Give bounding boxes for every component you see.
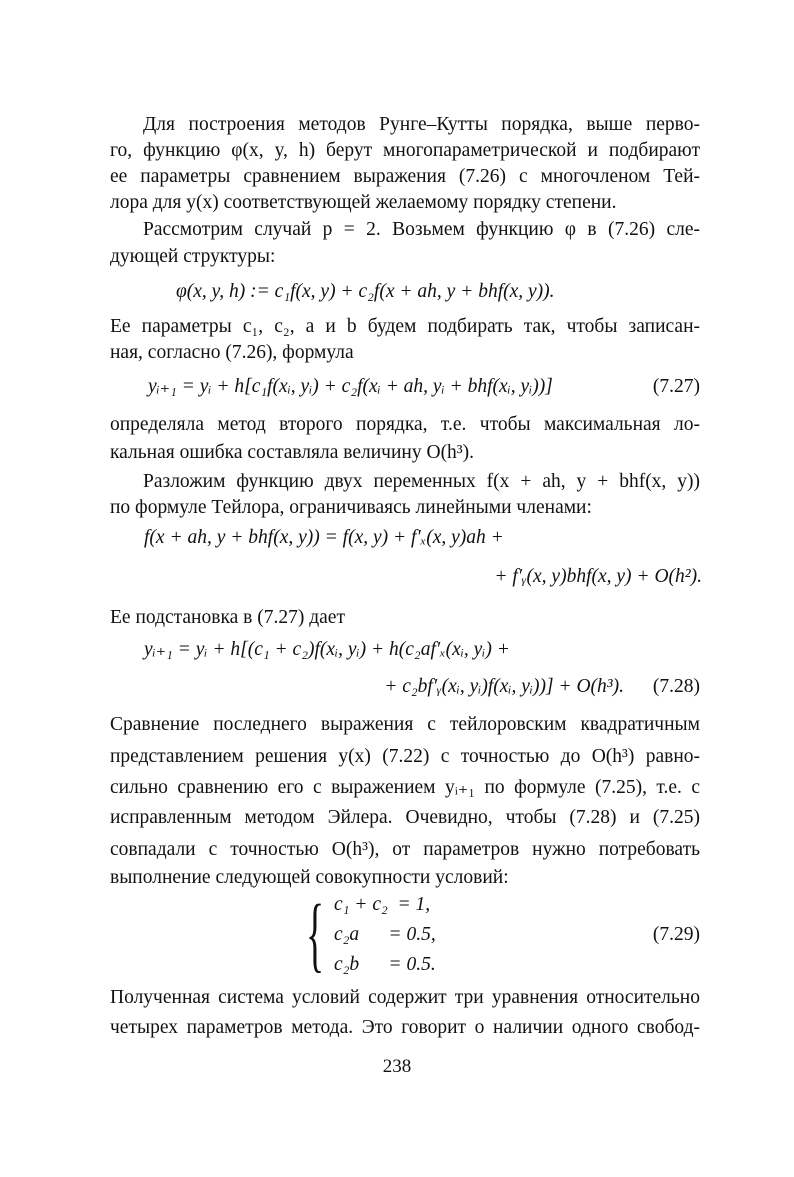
formula-7-27: yᵢ₊₁ = yᵢ + h[c₁f(xᵢ, yᵢ) + c₂f(xᵢ + ah, yᵢ + bhf(xᵢ, yᵢ))] — [148, 376, 553, 397]
system-brace: { — [306, 888, 325, 981]
equation-number: (7.28) — [652, 676, 700, 697]
formula-7-28-1: yᵢ₊₁ = yᵢ + h[(c₁ + c₂)f(xᵢ, yᵢ) + h(c₂af′ₓ(xᵢ, yᵢ) + — [144, 639, 510, 660]
text-line: Полученная система условий содержит три уравнения относительно — [110, 987, 700, 1008]
text-line: четырех параметров метода. Это говорит о наличии одного свобод- — [110, 1017, 700, 1038]
text-line: по формуле Тейлора, ограничиваясь линейными членами: — [110, 497, 592, 518]
text-line: определяла метод второго порядка, т.е. чтобы максимальная ло- — [110, 414, 700, 435]
formula-7-28-2: + c₂bf′ᵧ(xᵢ, yᵢ)f(xᵢ, yᵢ))] + O(h³). — [384, 676, 624, 697]
text-line: лора для y(x) соответствующей желаемому порядку степени. — [110, 192, 617, 213]
system-equation: c₁ + c₂ = 1, — [334, 894, 431, 915]
text-line: представлением решения y(x) (7.22) с точностью до O(h³) равно- — [110, 746, 700, 767]
text-line: ее параметры сравнением выражения (7.26) с многочленом Тей- — [110, 166, 700, 187]
page-number: 238 — [382, 1056, 412, 1077]
text-line: Рассмотрим случай p = 2. Возьмем функцию φ в (7.26) сле- — [143, 219, 700, 240]
text-line: совпадали с точностью O(h³), от параметров нужно потребовать — [110, 839, 700, 860]
equation-number: (7.27) — [652, 376, 700, 397]
text-line: Сравнение последнего выражения с тейлоровским квадратичным — [110, 714, 700, 735]
system-equation: c₂a = 0.5, — [334, 924, 436, 945]
text-line: Для построения методов Рунге–Кутты порядка, выше перво- — [143, 114, 700, 135]
text-line: дующей структуры: — [110, 246, 276, 267]
system-equation: c₂b = 0.5. — [334, 954, 436, 975]
text-line: исправленным методом Эйлера. Очевидно, чтобы (7.28) и (7.25) — [110, 807, 700, 828]
text-line: выполнение следующей совокупности условий: — [110, 867, 509, 888]
text-line: Ее параметры c₁, c₂, a и b будем подбирать так, чтобы записан- — [110, 316, 700, 337]
equation-number: (7.29) — [652, 924, 700, 945]
text-line: кальная ошибка составляла величину O(h³). — [110, 442, 475, 463]
text-line: Разложим функцию двух переменных f(x + ah, y + bhf(x, y)) — [143, 471, 700, 492]
text-line: Ее подстановка в (7.27) дает — [110, 607, 345, 628]
text-line: сильно сравнению его с выражением yᵢ₊₁ по формуле (7.25), т.е. с — [110, 777, 700, 798]
formula-phi: φ(x, y, h) := c₁f(x, y) + c₂f(x + ah, y + bhf(x, y)). — [176, 281, 555, 302]
text-line: го, функцию φ(x, y, h) берут многопараметрической и подбирают — [110, 140, 700, 161]
formula-taylor-2: + f′ᵧ(x, y)bhf(x, y) + O(h²). — [494, 566, 702, 587]
text-line: ная, согласно (7.26), формула — [110, 342, 354, 363]
formula-taylor-1: f(x + ah, y + bhf(x, y)) = f(x, y) + f′ₓ(x, y)ah + — [144, 527, 504, 548]
